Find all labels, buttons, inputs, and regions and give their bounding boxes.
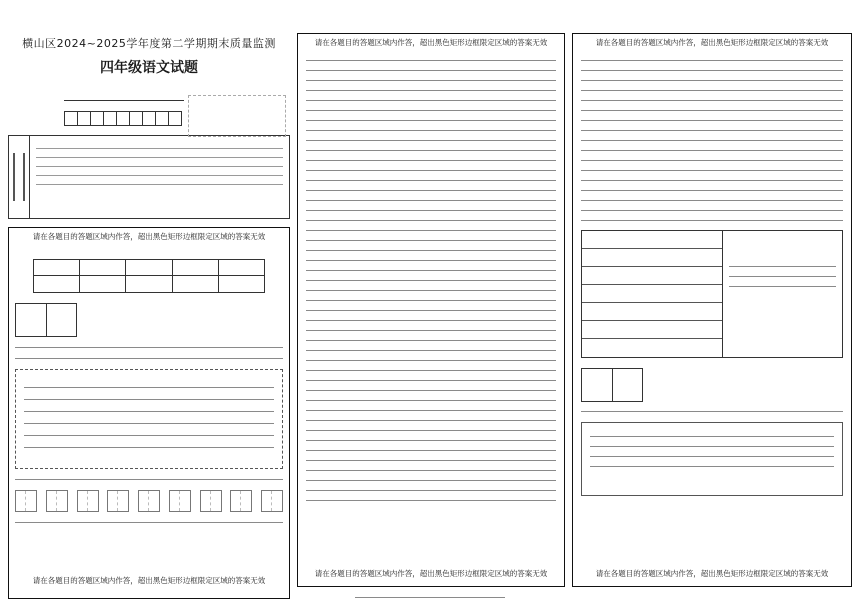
answer-frame-left bbox=[8, 227, 290, 599]
grader-cell bbox=[47, 304, 77, 336]
grader-cell bbox=[582, 369, 613, 401]
body-text-line bbox=[306, 60, 556, 61]
body-text-line bbox=[306, 410, 556, 411]
body-text-line bbox=[306, 220, 556, 221]
body-text-line bbox=[306, 100, 556, 101]
grid-cell bbox=[138, 490, 160, 512]
notice-line bbox=[36, 148, 283, 149]
answer-frame-right bbox=[572, 33, 852, 587]
grid-cell bbox=[15, 490, 37, 512]
body-text-line bbox=[306, 170, 556, 171]
body-text-line bbox=[581, 411, 843, 412]
body-text-line bbox=[306, 200, 556, 201]
boundary-notice-bottom: 请在各题目的答题区域内作答，超出黑色矩形边框限定区域的答案无效 bbox=[314, 569, 548, 578]
body-text-line bbox=[306, 290, 556, 291]
body-text-line bbox=[306, 320, 556, 321]
opinion-table bbox=[581, 230, 843, 358]
middle-column bbox=[297, 33, 565, 593]
body-text-line bbox=[306, 260, 556, 261]
digit-box bbox=[90, 111, 104, 126]
boundary-notice-bottom: 请在各题目的答题区域内作答，超出黑色矩形边框限定区域的答案无效 bbox=[32, 576, 266, 585]
body-text-line bbox=[306, 480, 556, 481]
exam-title: 横山区2024~2025学年度第二学期期末质量监测 bbox=[22, 37, 276, 50]
left-column bbox=[8, 33, 290, 593]
opinion-row bbox=[582, 231, 722, 249]
body-text-line bbox=[306, 490, 556, 491]
notice-tag-mark bbox=[13, 153, 25, 201]
score-cell bbox=[173, 260, 219, 275]
body-text-line bbox=[15, 358, 283, 359]
body-text-line bbox=[306, 280, 556, 281]
body-text-line bbox=[581, 100, 843, 101]
body-text-line bbox=[15, 522, 283, 523]
passage-line bbox=[24, 411, 274, 412]
notice-line bbox=[36, 157, 283, 158]
body-text-line bbox=[306, 70, 556, 71]
body-text-line bbox=[306, 210, 556, 211]
body-text-line bbox=[581, 180, 843, 181]
digit-box bbox=[155, 111, 169, 126]
score-cell bbox=[219, 260, 264, 275]
score-table bbox=[33, 259, 265, 293]
score-cell bbox=[126, 260, 172, 275]
passage-line bbox=[590, 466, 834, 467]
passage-line bbox=[590, 436, 834, 437]
opinion-row bbox=[582, 267, 722, 285]
body-text-line bbox=[306, 300, 556, 301]
page-footer-line bbox=[355, 597, 505, 598]
grader-cell bbox=[613, 369, 643, 401]
body-text-line bbox=[581, 220, 843, 221]
body-text-line bbox=[581, 120, 843, 121]
body-text-line bbox=[306, 240, 556, 241]
boundary-notice-top: 请在各题目的答题区域内作答，超出黑色矩形边框限定区域的答案无效 bbox=[314, 38, 548, 47]
body-text-line bbox=[306, 460, 556, 461]
exam-number-boxes bbox=[64, 111, 181, 126]
grid-cell bbox=[169, 490, 191, 512]
notice-box bbox=[8, 135, 290, 219]
opinion-row bbox=[582, 285, 722, 303]
boundary-notice-bottom: 请在各题目的答题区域内作答，超出黑色矩形边框限定区域的答案无效 bbox=[595, 569, 829, 578]
opinion-answer-area bbox=[723, 231, 842, 357]
body-text-line bbox=[581, 150, 843, 151]
passage-line bbox=[24, 447, 274, 448]
body-text-line bbox=[581, 80, 843, 81]
opinion-list bbox=[582, 231, 723, 357]
body-text-line bbox=[306, 450, 556, 451]
character-grid bbox=[15, 490, 283, 512]
body-text-line bbox=[306, 130, 556, 131]
digit-box bbox=[64, 111, 78, 126]
body-text-line bbox=[306, 90, 556, 91]
opinion-row bbox=[582, 249, 722, 267]
body-text-line bbox=[581, 130, 843, 131]
score-cell bbox=[173, 276, 219, 292]
body-text-line bbox=[306, 350, 556, 351]
notice-tag bbox=[9, 136, 30, 218]
body-text-line bbox=[306, 110, 556, 111]
score-table-row bbox=[34, 260, 264, 276]
name-write-line bbox=[64, 88, 184, 101]
body-text-line bbox=[306, 470, 556, 471]
passage-line bbox=[590, 456, 834, 457]
body-text-line bbox=[306, 500, 556, 501]
body-text-line bbox=[306, 430, 556, 431]
grader-box bbox=[581, 368, 643, 402]
body-text-line bbox=[306, 330, 556, 331]
body-text-line bbox=[581, 210, 843, 211]
body-text-line bbox=[306, 190, 556, 191]
digit-box bbox=[103, 111, 117, 126]
grid-cell bbox=[200, 490, 222, 512]
reading-passage-box bbox=[581, 422, 843, 496]
passage-box bbox=[15, 369, 283, 469]
passage-line bbox=[24, 423, 274, 424]
score-cell bbox=[126, 276, 172, 292]
grid-cell bbox=[261, 490, 283, 512]
body-text-line bbox=[581, 200, 843, 201]
body-text-line bbox=[306, 160, 556, 161]
body-text-line bbox=[306, 370, 556, 371]
body-text-line bbox=[306, 80, 556, 81]
opinion-row bbox=[582, 303, 722, 321]
digit-box bbox=[116, 111, 130, 126]
opinion-answer-line bbox=[729, 286, 836, 287]
passage-line bbox=[24, 387, 274, 388]
notice-lines bbox=[30, 136, 289, 218]
body-text-line bbox=[306, 380, 556, 381]
body-text-line bbox=[306, 180, 556, 181]
grid-cell bbox=[230, 490, 252, 512]
boundary-notice-top: 请在各题目的答题区域内作答，超出黑色矩形边框限定区域的答案无效 bbox=[595, 38, 829, 47]
right-column bbox=[572, 33, 852, 593]
body-text-line bbox=[306, 150, 556, 151]
grid-cell bbox=[107, 490, 129, 512]
body-text-line bbox=[306, 420, 556, 421]
score-table-row bbox=[34, 276, 264, 292]
grader-box bbox=[15, 303, 77, 337]
score-cell bbox=[34, 276, 80, 292]
opinion-answer-line bbox=[729, 276, 836, 277]
body-text-line bbox=[306, 360, 556, 361]
body-text-line bbox=[581, 140, 843, 141]
body-text-line bbox=[581, 110, 843, 111]
body-text-line bbox=[581, 190, 843, 191]
score-cell bbox=[219, 276, 264, 292]
opinion-row bbox=[582, 339, 722, 356]
opinion-row bbox=[582, 321, 722, 339]
passage-line bbox=[590, 446, 834, 447]
answer-frame-middle bbox=[297, 33, 565, 587]
grid-cell bbox=[46, 490, 68, 512]
body-text-line bbox=[306, 120, 556, 121]
grid-cell bbox=[77, 490, 99, 512]
notice-line bbox=[36, 184, 283, 185]
body-text-line bbox=[581, 70, 843, 71]
body-text-line bbox=[306, 250, 556, 251]
body-text-line bbox=[581, 60, 843, 61]
body-text-line bbox=[306, 400, 556, 401]
body-text-line bbox=[306, 310, 556, 311]
digit-box bbox=[77, 111, 91, 126]
body-text-line bbox=[306, 270, 556, 271]
body-text-line bbox=[306, 390, 556, 391]
barcode-area bbox=[188, 95, 286, 137]
notice-line bbox=[36, 175, 283, 176]
body-text-line bbox=[15, 479, 283, 480]
digit-box bbox=[168, 111, 182, 126]
notice-line bbox=[36, 166, 283, 167]
score-cell bbox=[80, 260, 126, 275]
body-text-line bbox=[306, 440, 556, 441]
body-text-line bbox=[306, 340, 556, 341]
body-text-line bbox=[306, 230, 556, 231]
body-text-line bbox=[581, 90, 843, 91]
passage-line bbox=[24, 399, 274, 400]
body-text-line bbox=[15, 347, 283, 348]
passage-line bbox=[24, 435, 274, 436]
body-text-line bbox=[581, 170, 843, 171]
body-text-line bbox=[306, 140, 556, 141]
score-cell bbox=[80, 276, 126, 292]
digit-box bbox=[129, 111, 143, 126]
digit-box bbox=[142, 111, 156, 126]
score-cell bbox=[34, 260, 80, 275]
subject-title: 四年级语文试题 bbox=[100, 60, 198, 76]
body-text-line bbox=[581, 160, 843, 161]
opinion-answer-line bbox=[729, 266, 836, 267]
grader-cell bbox=[16, 304, 47, 336]
boundary-notice-top: 请在各题目的答题区域内作答，超出黑色矩形边框限定区域的答案无效 bbox=[32, 232, 266, 241]
